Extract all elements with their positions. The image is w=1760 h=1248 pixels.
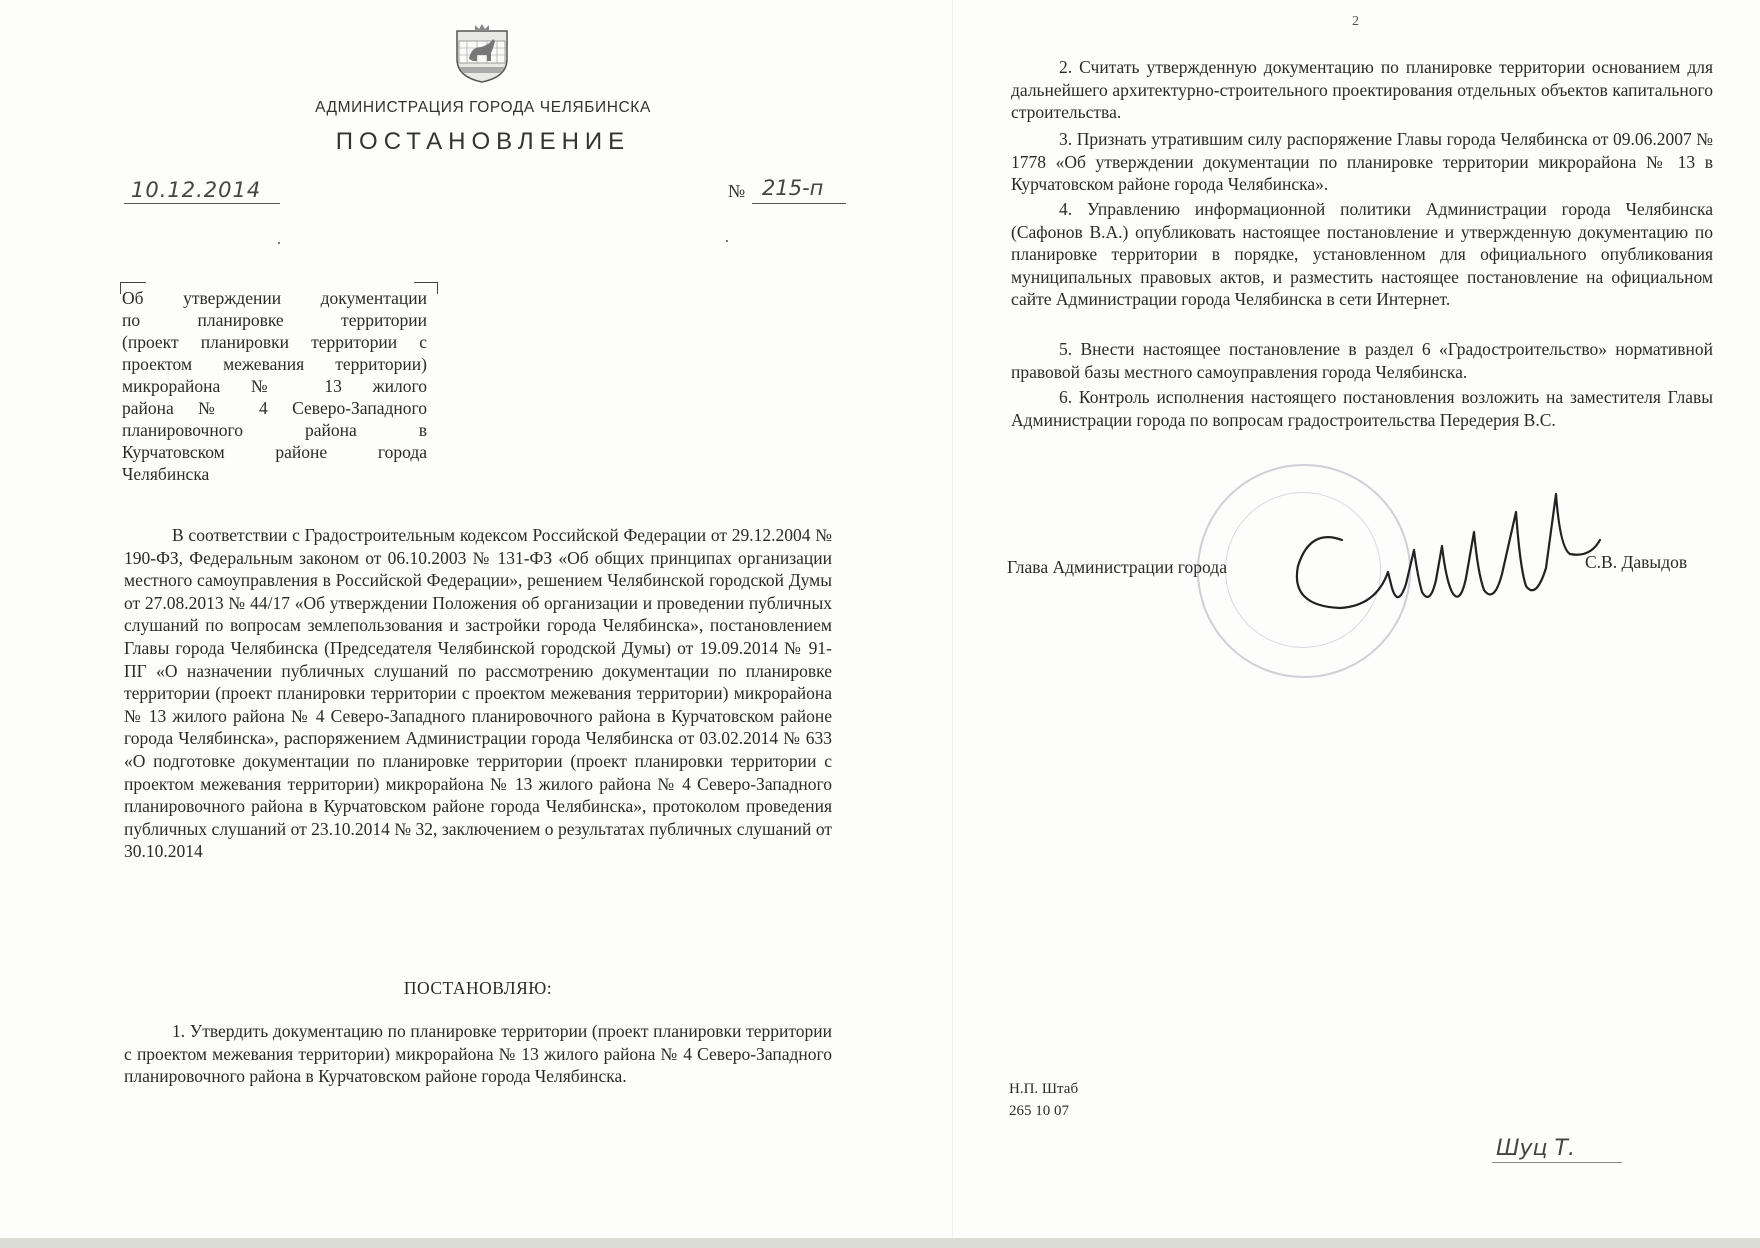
executor-name: Н.П. Штаб: [1009, 1081, 1079, 1097]
document-type-title: ПОСТАНОВЛЕНИЕ: [335, 128, 631, 155]
decree-item-1: 1. Утвердить документацию по планировке территории (проект планировки территории с проектом межевания территории) микрорайона № 13 жилого района № 4 Северо-Западного планировочного района в Курчатовском районе города Челябинска.: [124, 1021, 832, 1087]
subject-line: Курчатовском районе города: [122, 442, 427, 462]
number-sign: №: [728, 181, 746, 201]
initials-underline: [1492, 1162, 1622, 1163]
subject-line: проектом межевания территории): [122, 354, 427, 374]
subject-bracket-right: [414, 282, 438, 283]
preamble-paragraph: В соответствии с Градостроительным кодексом Российской Федерации от 29.12.2004 № 190-ФЗ, Федеральным законом от 06.10.2003 № 131-ФЗ «Об общих принципах организации местного самоуправления в Российской Федерации», решением Челябинской городской Думы от 27.08.2013 № 44/17 «Об утверждении Положения об организации и проведении публичных слушаний по вопросам землепользования и застройки города Челябинска», постановлением Главы города Челябинска (Председателя Челябинской городской Думы) от 19.09.2014 № 91-ПГ «О назначении публичных слушаний по рассмотрению документации по планировке территории (проект планировки территории с проектом межевания территории) микрорайона № 13 жилого района № 4 Северо-Западного планировочного района в Курчатовском районе города Челябинска», распоряжением Администрации города Челябинска от 03.02.2014 № 633 «О подготовке документации по планировке территории (проект планировки территории с проектом межевания территории) микрорайона № 13 жилого района № 4 Северо-Западного планировочного района в Курчатовском районе города Челябинска», протоколом проведения публичных слушаний от 23.10.2014 № 32, заключением о результатах публичных слушаний от 30.10.2014: [124, 525, 832, 862]
subject-line: Об утверждении документации: [122, 288, 427, 308]
scan-dot: [726, 240, 728, 242]
page-number: 2: [1352, 14, 1359, 29]
subject-line: Челябинска: [122, 464, 210, 484]
signatory-name: С.В. Давыдов: [1585, 552, 1688, 572]
subject-line: (проект планировки территории с: [122, 332, 427, 352]
decree-item-4: 4. Управлению информационной политики Администрации города Челябинска (Сафонов В.А.) опубликовать настоящее постановление и утвержденную документацию по планировке территории в порядке, установленном для официального опубликования муниципальных правовых актов, и разместить настоящее постановление на официальном сайте Администрации города Челябинска в сети Интернет.: [1011, 199, 1713, 310]
subject-bracket-left: [120, 282, 146, 283]
date-underline: [124, 203, 280, 204]
coat-of-arms-icon: [449, 23, 515, 83]
decree-item-6: 6. Контроль исполнения настоящего постановления возложить на заместителя Главы Администрации города по вопросам градостроительства Передерия В.С.: [1011, 387, 1713, 430]
scan-bottom-edge: [0, 1238, 1760, 1248]
decree-number: 215-п: [762, 176, 824, 200]
page-fold: [952, 0, 953, 1248]
subject-bracket-right: [437, 282, 438, 294]
executor-phone: 265 10 07: [1009, 1103, 1069, 1119]
resolve-heading: ПОСТАНОВЛЯЮ:: [403, 978, 553, 998]
decree-item-5: 5. Внести настоящее постановление в раздел 6 «Градостроительство» нормативной правовой базы местного самоуправления города Челябинска.: [1011, 339, 1713, 382]
decree-item-3: 3. Признать утратившим силу распоряжение Главы города Челябинска от 09.06.2007 № 1778 «Об утверждении документации по планировке территории микрорайона № 13 в Курчатовском районе города Челябинска».: [1011, 129, 1713, 195]
subject-line: по планировке территории: [122, 310, 427, 330]
subject-line: района № 4 Северо-Западного: [122, 398, 427, 418]
subject-line: микрорайона № 13 жилого: [122, 376, 427, 396]
subject-bracket-left: [120, 282, 121, 294]
handwritten-initials: Шуц Т.: [1496, 1136, 1575, 1161]
subject-line: планировочного района в: [122, 420, 427, 440]
decree-date: 10.12.2014: [131, 178, 262, 202]
scan-dot: [278, 242, 280, 244]
executor-block: [1009, 1078, 1078, 1122]
signatory-position: Глава Администрации города: [1007, 557, 1227, 577]
number-underline: [752, 203, 846, 204]
decree-item-2: 2. Считать утвержденную документацию по планировке территории основанием для дальнейшего архитектурно-строительного проектирования отдельных объектов капитального строительства.: [1011, 57, 1713, 123]
decree-subject: [122, 287, 427, 485]
administration-title: АДМИНИСТРАЦИЯ ГОРОДА ЧЕЛЯБИНСКА: [315, 99, 651, 116]
